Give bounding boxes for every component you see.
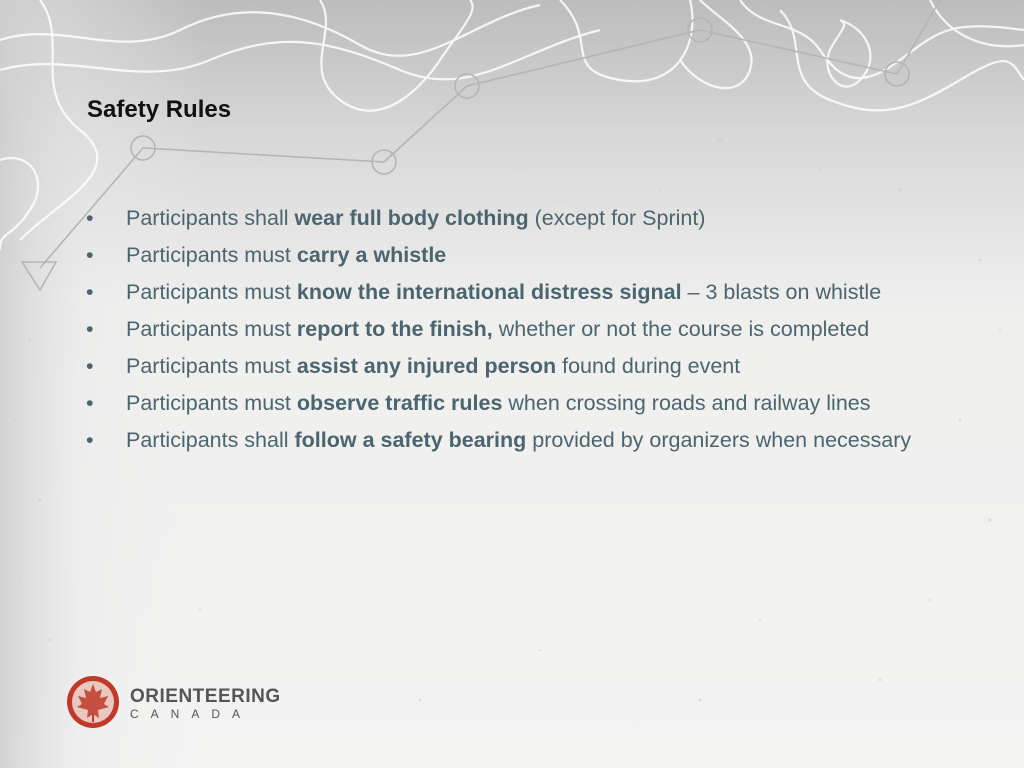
- rule-text: – 3 blasts on whistle: [681, 280, 882, 304]
- slide-title: Safety Rules: [87, 96, 232, 123]
- safety-rules-list: [84, 203, 914, 462]
- list-item: [84, 351, 914, 381]
- rule-text: Participants shall: [126, 206, 295, 230]
- bullet-marker: •: [86, 243, 94, 267]
- bullet-marker: •: [86, 280, 94, 304]
- rule-emphasis: know the international distress signal: [296, 280, 682, 304]
- rule-text: Participants shall: [126, 428, 295, 452]
- list-item: [84, 203, 914, 233]
- bullet-marker: •: [86, 317, 94, 341]
- maple-leaf-icon: [67, 676, 119, 728]
- rule-emphasis: observe traffic rules: [296, 391, 503, 415]
- rule-emphasis: report to the finish,: [296, 317, 493, 341]
- list-item: [84, 314, 914, 344]
- rule-text: provided by organizers when necessary: [526, 428, 912, 452]
- list-item: [84, 277, 914, 307]
- bullet-marker: •: [86, 206, 94, 230]
- rule-text: (except for Sprint): [528, 206, 706, 230]
- list-item: [84, 425, 914, 455]
- rule-text: Participants must: [126, 280, 297, 304]
- rule-text: Participants must: [126, 354, 297, 378]
- rule-emphasis: wear full body clothing: [294, 206, 529, 230]
- bullet-marker: •: [86, 428, 94, 452]
- rule-text: Participants must: [126, 391, 297, 415]
- logo-wordmark: ORIENTEERING: [130, 686, 281, 707]
- rule-text: Participants must: [126, 317, 297, 341]
- rule-text: Participants must: [126, 243, 297, 267]
- bullet-marker: •: [86, 354, 94, 378]
- list-item: [84, 388, 914, 418]
- rule-emphasis: assist any injured person: [296, 354, 557, 378]
- rule-text: when crossing roads and railway lines: [502, 391, 871, 415]
- rule-emphasis: carry a whistle: [296, 243, 447, 267]
- logo-subtitle: CANADA: [130, 707, 253, 721]
- rule-text: whether or not the course is completed: [492, 317, 870, 341]
- rule-emphasis: follow a safety bearing: [294, 428, 527, 452]
- list-item: [84, 240, 914, 270]
- rule-text: found during event: [556, 354, 741, 378]
- bullet-marker: •: [86, 391, 94, 415]
